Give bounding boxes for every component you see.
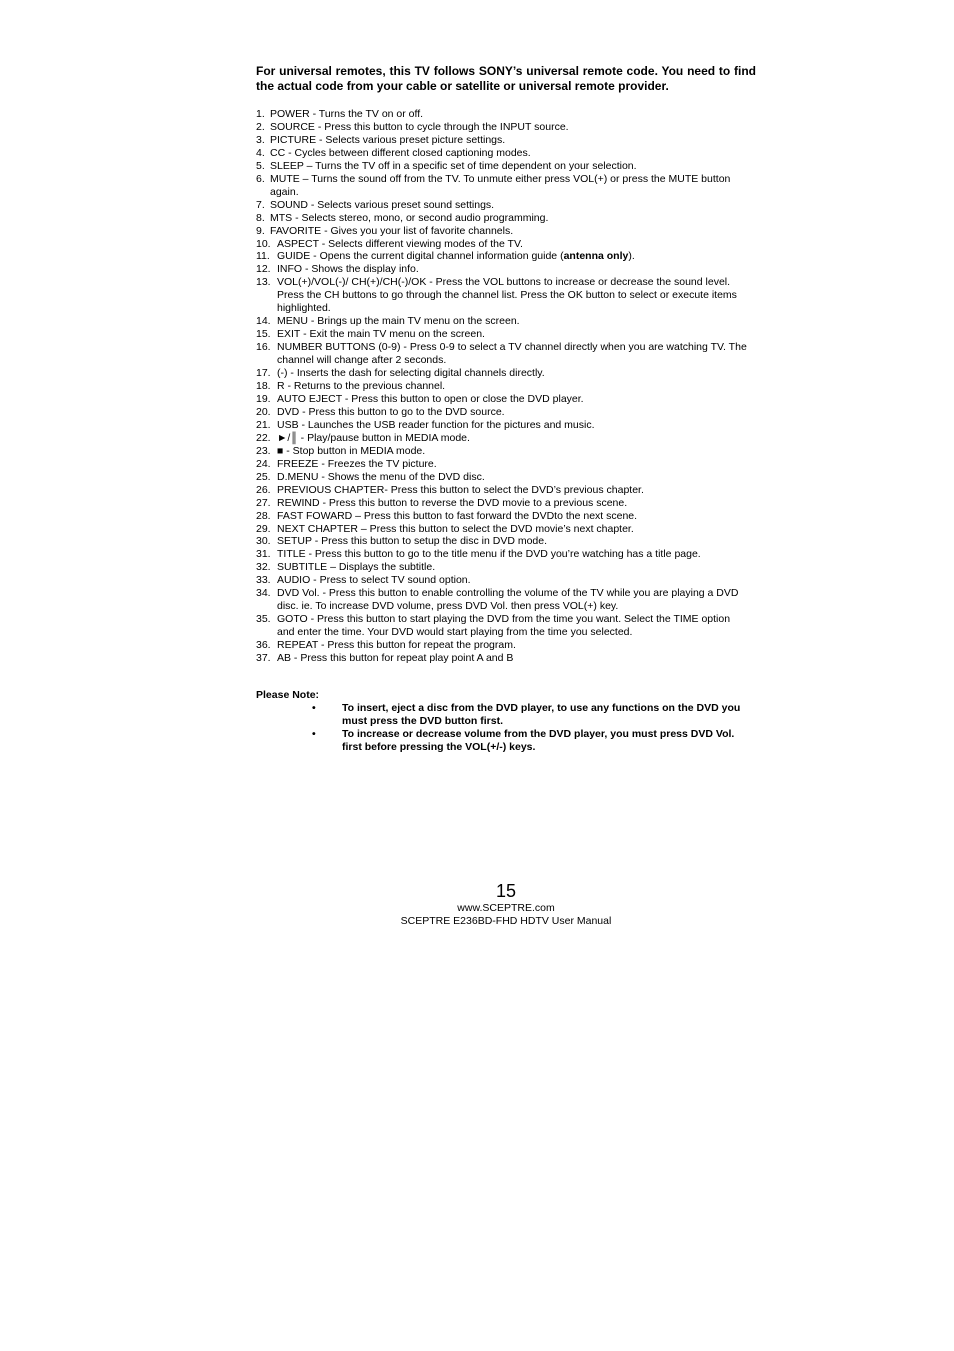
note-list: [312, 702, 752, 754]
item-number: 19.: [256, 392, 271, 405]
item-text: ►/║ - Play/pause button in MEDIA mode.: [277, 431, 470, 444]
list-item: [256, 510, 756, 523]
item-text-part: GUIDE - Opens the current digital channel information guide (: [277, 250, 564, 263]
note-label: Please Note:: [256, 689, 320, 701]
list-item: [256, 432, 756, 445]
list-item: [256, 147, 756, 160]
item-text: REPEAT - Press this button for repeat the program.: [277, 639, 516, 652]
list-item: [256, 484, 756, 497]
list-item: [256, 225, 756, 238]
list-item: [256, 367, 756, 380]
list-item: [256, 587, 756, 613]
item-number: 2.: [256, 120, 265, 133]
bullet-icon: •: [312, 702, 316, 714]
list-item: [256, 121, 756, 134]
website-link[interactable]: www.SCEPTRE.com: [457, 902, 555, 914]
page-number: 15: [495, 881, 517, 901]
note-text: To increase or decrease volume from the DVD player, you must press DVD Vol. first before pressing the VOL(+/-) keys.: [342, 728, 735, 753]
list-item: [256, 212, 756, 225]
list-item: [256, 458, 756, 471]
page-footer: [256, 880, 756, 928]
item-number: 1.: [256, 108, 265, 120]
list-item: [256, 199, 756, 212]
list-item: [256, 328, 756, 341]
bullet-icon: •: [312, 728, 316, 740]
item-number: 25.: [256, 470, 271, 483]
item-text: TITLE - Press this button to go to the title menu if the DVD you’re watching has a title page.: [277, 548, 701, 561]
list-item: [256, 548, 756, 561]
item-text: SLEEP – Turns the TV off in a specific set of time dependent on your selection.: [270, 159, 637, 172]
list-item: [256, 160, 756, 173]
item-text: MTS - Selects stereo, mono, or second audio programming.: [270, 211, 549, 224]
item-text: SOUND - Selects various preset sound settings.: [270, 198, 495, 211]
button-function-list: [256, 108, 756, 665]
item-text: VOL(+)/VOL(-)/ CH(+)/CH(-)/OK - Press the VOL buttons to increase or decrease the sound level. Press the CH buttons to go through the channel list. Press the OK button to select or execute items highlighted.: [277, 276, 737, 315]
item-number: 29.: [256, 522, 271, 535]
item-text: AB - Press this button for repeat play point A and B: [277, 652, 514, 665]
item-text: D.MENU - Shows the menu of the DVD disc.: [277, 470, 485, 483]
item-text: USB - Launches the USB reader function for the pictures and music.: [277, 418, 595, 431]
list-item: [256, 108, 756, 121]
item-number: 8.: [256, 211, 265, 224]
item-number: 11.: [256, 250, 270, 263]
list-item: [256, 613, 756, 639]
item-text: PICTURE - Selects various preset picture settings.: [270, 133, 506, 146]
item-text: AUDIO - Press to select TV sound option.: [277, 574, 471, 587]
item-number: 13.: [256, 276, 271, 289]
list-item: [256, 173, 756, 199]
item-text: PREVIOUS CHAPTER- Press this button to select the DVD’s previous chapter.: [277, 483, 644, 496]
intro-paragraph: For universal remotes, this TV follows SONY’s universal remote code. You need to find the actual code from your cable or satellite or universal remote provider.: [256, 64, 756, 93]
item-text: ■ - Stop button in MEDIA mode.: [277, 444, 426, 457]
list-item: [256, 535, 756, 548]
item-text: (-) - Inserts the dash for selecting digital channels directly.: [277, 367, 545, 380]
item-number: 14.: [256, 315, 271, 328]
item-text: GOTO - Press this button to start playing the DVD from the time you want. Select the TIME option and enter the time. Your DVD would start playing from the time you selected.: [277, 613, 731, 639]
list-item: [256, 341, 756, 367]
item-text: AUTO EJECT - Press this button to open or close the DVD player.: [277, 392, 584, 405]
item-number: 36.: [256, 639, 271, 652]
item-number: 6.: [256, 172, 265, 185]
item-number: 35.: [256, 613, 271, 626]
list-item: [256, 406, 756, 419]
item-number: 18.: [256, 380, 271, 393]
item-text: EXIT - Exit the main TV menu on the screen.: [277, 328, 485, 341]
item-text: SUBTITLE – Displays the subtitle.: [277, 561, 436, 574]
item-text-part: ).: [628, 250, 635, 263]
item-text: R - Returns to the previous channel.: [277, 380, 446, 393]
list-item: [256, 574, 756, 587]
item-number: 15.: [256, 328, 271, 341]
item-number: 20.: [256, 405, 271, 418]
list-item: [256, 445, 756, 458]
item-text: [277, 250, 756, 263]
list-item: [256, 276, 756, 315]
list-item: [256, 419, 756, 432]
list-item: [256, 393, 756, 406]
item-number: 10.: [256, 237, 271, 250]
item-text-bold: antenna only: [563, 250, 629, 263]
item-number: 26.: [256, 483, 271, 496]
item-number: 21.: [256, 418, 271, 431]
item-text: CC - Cycles between different closed captioning modes.: [270, 146, 531, 159]
manual-title: SCEPTRE E236BD-FHD HDTV User Manual: [400, 915, 612, 927]
list-item: [256, 263, 756, 276]
item-number: 17.: [256, 367, 271, 380]
item-text: MENU - Brings up the main TV menu on the screen.: [277, 315, 520, 328]
list-item: [256, 652, 756, 665]
item-text: NEXT CHAPTER – Press this button to select the DVD movie’s next chapter.: [277, 522, 634, 535]
item-number: 31.: [256, 548, 271, 561]
item-text: NUMBER BUTTONS (0-9) - Press 0-9 to select a TV channel directly when you are watching TV. The channel will change after 2 seconds.: [277, 341, 747, 367]
item-text: FREEZE - Freezes the TV picture.: [277, 457, 437, 470]
item-number: 33.: [256, 574, 271, 587]
item-number: 7.: [256, 198, 265, 211]
item-text: FAVORITE - Gives you your list of favorite channels.: [270, 224, 514, 237]
list-item: [256, 471, 756, 484]
list-item: [256, 561, 756, 574]
item-text: ASPECT - Selects different viewing modes of the TV.: [277, 237, 523, 250]
list-item: [256, 134, 756, 147]
list-item: [256, 523, 756, 536]
item-number: 23.: [256, 444, 271, 457]
item-text: INFO - Shows the display info.: [277, 263, 419, 276]
note-item: [312, 702, 752, 728]
item-text: DVD Vol. - Press this button to enable controlling the volume of the TV while you are playing a DVD disc. ie. To increase DVD volume, press DVD Vol. then press VOL(+) key.: [277, 587, 739, 613]
item-number: 32.: [256, 561, 271, 574]
item-text: DVD - Press this button to go to the DVD source.: [277, 405, 505, 418]
item-text: MUTE – Turns the sound off from the TV. To unmute either press VOL(+) or press the MUTE button again.: [270, 172, 731, 198]
item-number: 12.: [256, 263, 271, 276]
item-number: 5.: [256, 159, 265, 172]
item-text: SOURCE - Press this button to cycle through the INPUT source.: [270, 120, 569, 133]
item-text: SETUP - Press this button to setup the disc in DVD mode.: [277, 535, 548, 548]
note-item: [312, 728, 752, 754]
item-number: 9.: [256, 224, 265, 237]
item-number: 30.: [256, 535, 271, 548]
list-item: [256, 250, 756, 263]
list-item: [256, 238, 756, 251]
item-number: 37.: [256, 652, 271, 665]
item-number: 22.: [256, 431, 271, 444]
item-number: 27.: [256, 496, 271, 509]
list-item: [256, 380, 756, 393]
item-number: 24.: [256, 457, 271, 470]
list-item: [256, 639, 756, 652]
item-number: 3.: [256, 133, 265, 146]
item-number: 4.: [256, 146, 265, 159]
item-text: FAST FOWARD – Press this button to fast forward the DVDto the next scene.: [277, 509, 638, 522]
note-text: To insert, eject a disc from the DVD player, to use any functions on the DVD you must press the DVD button first.: [342, 702, 741, 727]
item-text: REWIND - Press this button to reverse the DVD movie to a previous scene.: [277, 496, 628, 509]
item-number: 16.: [256, 341, 271, 354]
item-number: 34.: [256, 587, 271, 600]
list-item: [256, 497, 756, 510]
item-number: 28.: [256, 509, 271, 522]
list-item: [256, 315, 756, 328]
item-text: POWER - Turns the TV on or off.: [270, 108, 424, 120]
